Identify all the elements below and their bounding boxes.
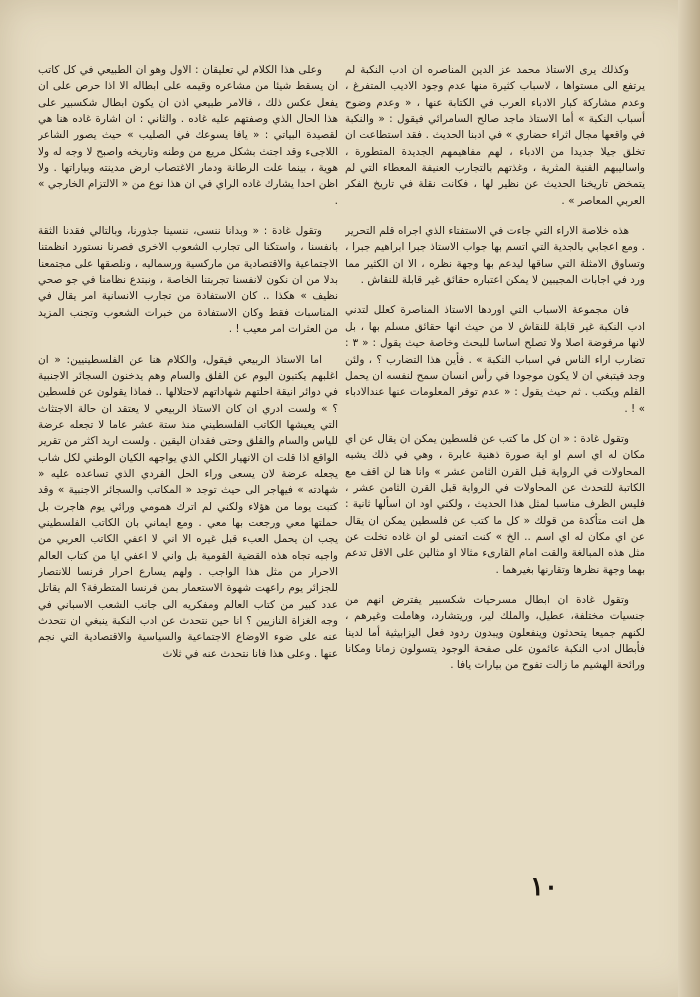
paragraph: هذه خلاصة الاراء التي جاءت في الاستفتاء الذي اجراه قلم التحرير . ومع اعجابي بالجدية التي اتسم بها جواب الاستاذ جبرا ابراهيم جبرا ، وتساوق الامثلة التي ساقها ليدعم بها وجهة نظره ، الا ان الكثير مما ورد في اجابات المجيبين لا يمكن اعتباره حقائق غير قابلة للنقاش . (345, 225, 645, 287)
left-text-column (38, 62, 338, 882)
paragraph: وتقول غادة : « وبدانا ننسى، ننسينا جذورنا، وبالتالي فقدنا الثقة بانفسنا ، واستكنا الى تجارب الشعوب الاخرى فصرنا نستورد انظمتنا الاجتماعية والاقتصادية من ماركسية ورسماليه ، ونلصقها على مجتمعنا بدلا من ان نكون لانفسنا تجربتنا الخاصة ، ونبتدع نظامنا في جو صحي نظيف » هكذا .. كان الاستفادة من تجارب الانسانية امر يقال في المناسبات فقط وكان الاستفادة من خبرات الشعوب وتجنب المزيد من العثرات امر معيب ! . (38, 225, 338, 336)
paragraph: وتقول غادة ان ابطال مسرحيات شكسبير يفترض انهم من جنسيات مختلفة، عطيل، والملك لير، وريتشارد، وهاملت وغيرهم ، لكنهم جميعا يتحدثون وينفعلون ويبدون ردود فعل اليزابيثية أما لدينا فأبطال ادب النكبة عائمون على صفحة الوجود يتسولون زمانا ومكانا ورائحة الهشيم ما زالت تفوح من بيارات يافا . (345, 593, 645, 672)
paragraph: وتقول غادة : « ان كل ما كتب عن فلسطين يمكن ان يقال عن اي مكان له اي اسم او اية صورة ذهنية عابرة ، وهي في ذلك يشبه المحاولات في الرواية قبل القرن الثامن عشر » وانا هنا لن اقف مع الكاتبة للتحدث عن المحاولات في الرواية قبل القرن الثامن عشر ، فليس الظرف مناسبا لمثل هذا الحديث ، ولكني اود ان اسألها ثانية : هل انت متأكدة من قولك « كل ما كتب عن فلسطين يمكن ان يقال عن اي مكان له اي اسم .. الخ » كنت اتمنى لو ان غاده تخلت عن مثل هذه المبالغة والقت امام القارىء مثالا او مثالين على الاقل تدعم بهما وجهة نظرها وتقارنها بغيرهما . (345, 432, 645, 576)
page-spine-edge (678, 0, 700, 997)
paragraph: وعلى هذا الكلام لي تعليقان : الاول وهو ان الطبيعي في كل كاتب ان يسقط شيئا من مشاعره وقيمه على ابطاله الا اذا حرص على ان يفعل عكس ذلك ، فالامر طبيعي اذن ان يكون ابطال شكسبير على هذا الحال الذي وصفتهم عليه غاده . والثاني : ان اشارة غاده هنا هي لقصيدة البياتي : « يافا يسوعك في الصليب » حيث يصور الشاعر اللاجىء وقد اجتث بشكل مريع من وطنه وتاريخه واصبح لا وجه له ولا هوية ، بينما علت الرطانة ودمار الاغتصاب ارض مدينته وبياراتها . ولا اظن احدا يشارك غاده الراي في ان هذا نوع من « الالتزام الخارجي » . (38, 64, 338, 207)
right-text-column (345, 62, 645, 882)
paragraph: فان مجموعة الاسباب التي اوردها الاستاذ المناصرة كعلل لتدني ادب النكبة غير قابلة للنقاش لا من حيث انها حقائق مسلم بها ، بل لانها مرفوضة اصلا ولا تصلح اساسا للبحث وخاصة حيث يقول : « ٣ : تضارب اراء الناس في اسباب النكبة » . فأين هذا التضارب ؟ ، ولئن وجد فيتبغي ان لا يكون موجودا في رأس انسان سمح لنفسه ان يحمل القلم ويكتب . ثم حيث يقول : « عدم توفر المعلومات عنها عندالادباء » ! . (345, 304, 645, 415)
paragraph: اما الاستاذ الربيعي فيقول، والكلام هنا عن الفلسطينيين: « ان اغلبهم يكتبون اليوم عن القلق والسام وهم يدخنون السجائر الاجنبية في دوائر انيقة احلتهم شهاداتهم لاحتلالها .. فماذا يقولون عن فلسطين ؟ » ولست ادري ان كان الاستاذ الربيعي لا يعتقد ان حالة الاجتثاث التي يعيشها الكاتب الفلسطيني منذ ستة عشر عاما لا تجعله عرضة للياس والسام والقلق وحتى فقدان اليقين . ولست اريد اكثر من تقرير الواقع اذا قلت ان الانهيار الكلي الذي يواجهه الكيان الوطني لكل شاب يجعله عرضة لان يسعى وراء الحل الفردي الذي تساعده عليه « شهادته » فيهاجر الى حيث توجد « المكاتب والسجائر الاجنبية » وقد كتبت يوما من هؤلاء ولكني لم اترك همومي ورائي يوم هاجرت بل حملتها معي ورجعت بها معي . ومع ايماني بان الكاتب الفلسطيني يجب ان يحمل العبء قبل غيره الا اني لا اعفي الكاتب العربي من واجبه تجاه هذه القضية القومية بل واني لا اعفي ايا من كتاب العالم الاحرار من مثل هذا الواجب . ولهم يسارع احرار فرنسا للانتصار للجزائر يوم راعهت شهوة الاستعمار بمن فرنسا المتطرفة؟ الم يقاتل عدد كبير من كتاب العالم ومفكريه الى جانب الشعب الاسباني في وجه الغزاة النازيين ؟ انا حين نتحدث عن ادب النكبة ينبغي ان نتحدث عنه على ضوء الاوضاع الاجتماعية والسياسية والاقتصادية التي نجم عنها . وعلى هذا فانا نتحدث عنه في ثلاث (38, 353, 338, 660)
page-number: ١٠ (530, 872, 558, 902)
paragraph: وكذلك يرى الاستاذ محمد عز الدين المناصره ان ادب النكبة لم يرتفع الى مستواها ، لاسباب كثيرة منها عدم وجود الاديب المتفرغ ، وعدم مشاركة كبار الادباء العرب في الكتابة عنها ، « وعدم وضوح أسباب النكبة » أما الاستاذ ماجد صالح السامرائي فيقول : « والنكبة في واقعها مجال اثراء حضاري » في ادبنا الحديث . فقد استطاعت ان تخلق جيلا جديدا من الادباء ، لهم مفاهيمهم الجديدة المتطورة ، واساليبهم الفنية المثرية ، وغذتهم بالتجارب العنيفة المعطاء التي لم يتمخض تاريخنا الحديث عن نظير لها ، فكانت نقلة في تاريخ الفكر العربي المعاصر » . (345, 64, 645, 207)
